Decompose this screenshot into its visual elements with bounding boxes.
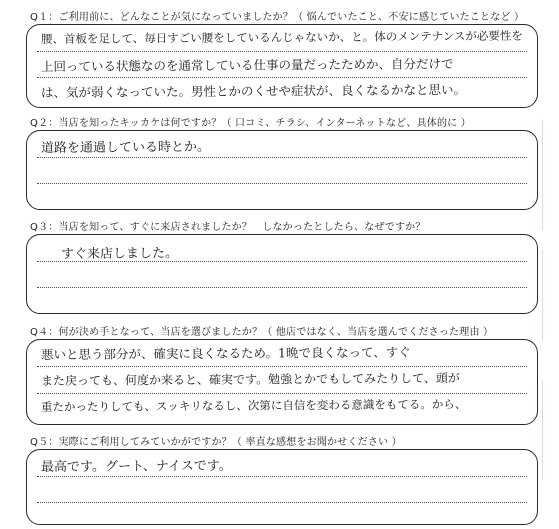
answer-box-5	[26, 449, 538, 525]
answer-rule	[37, 502, 527, 503]
answer-rule	[37, 287, 527, 288]
answer-rule	[37, 366, 527, 367]
answer-rule	[37, 183, 527, 184]
answer-rule	[37, 157, 527, 158]
answer-4-line-3: 重たかったりしても、スッキリなるし、次第に自信を変わる意識をもてる。から、	[40, 397, 467, 414]
answer-1-line-2: 上回っている状態なのを通常している仕事の量だったためか、自分だけで	[40, 56, 454, 74]
bleed-through-mark	[542, 250, 555, 340]
answer-3-line-2	[41, 264, 527, 267]
bleed-through-mark	[542, 120, 555, 230]
question-1-label: Q１：ご利用前に、どんなことが気になっていましたか？（ 悩んでいたこと、不安に感じていたことなど ）	[30, 12, 525, 23]
answer-2-line-2	[41, 160, 527, 163]
answer-box-3	[26, 234, 538, 314]
answer-2-line-1: 道路を通過している時とか。	[40, 139, 211, 156]
answer-rule	[37, 51, 527, 52]
answer-4-line-2: また戻っても、何度か来ると、確実です。勉強とかでもしてみたりして、頭が	[40, 371, 460, 388]
answer-box-2	[26, 130, 538, 210]
answer-5-line-1: 最高です。グート、ナイスです。	[40, 458, 232, 475]
answer-rule	[37, 77, 527, 78]
question-3-label: Q３：当店を知って、すぐに来店されましたか？ しなかったとしたら、なぜですか？	[30, 222, 426, 233]
answer-5-line-2	[41, 479, 527, 482]
answer-rule	[37, 476, 527, 477]
answer-1-line-3: は、気が弱くなっていた。男性とかのくせや症状が、良くなるかなと思い。	[40, 82, 467, 100]
question-5-label: Q５：実際にご利用してみていかがですか？（ 率直な感想をお聞かせください ）	[30, 437, 402, 448]
question-4-label: Q４：何が決め手となって、当店を選びましたか？（ 他店ではなく、当店を選んでくださった理由 ）	[30, 327, 494, 338]
answer-rule	[37, 393, 527, 394]
answer-1-line-1: 腰、首板を足して、毎日すごい腰をしているんじゃないか、と。体のメンテナンスが必要性を	[40, 28, 523, 46]
answer-3-line-1: すぐ来店しました。	[60, 246, 179, 262]
answer-box-1	[26, 24, 538, 108]
answer-box-4	[26, 339, 538, 425]
bleed-through-mark	[542, 380, 555, 480]
question-2-label: Q２：当店を知ったキッカケは何ですか？（ 口コミ、チラシ、インターネットなど、具体的に ）	[30, 118, 471, 129]
answer-4-line-1: 悪いと思う部分が、確実に良くなるため。1晩で良くなって、すぐ	[40, 344, 411, 362]
